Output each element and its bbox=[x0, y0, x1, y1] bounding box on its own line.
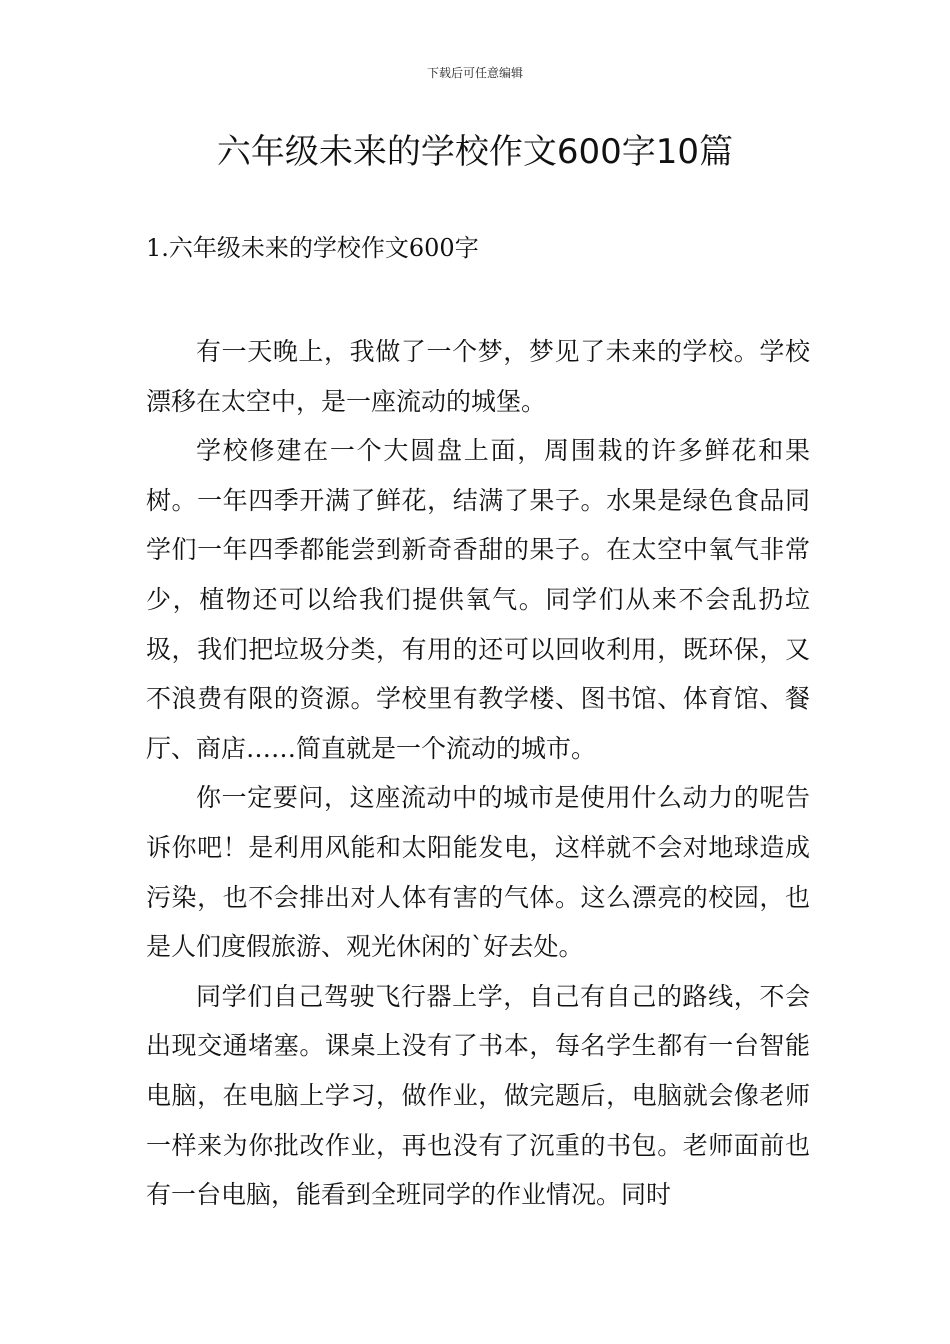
header-note: 下载后可任意编辑 bbox=[426, 66, 523, 80]
paragraph-3: 你一定要问，这座流动中的城市是使用什么动力的呢告诉你吧！是利用风能和太阳能发电，这样就不会对地球造成污染，也不会排出对人体有害的气体。这么漂亮的校园，也是人们度假旅游、观光休闲的`好去处。 bbox=[146, 783, 810, 962]
paragraph-4: 同学们自己驾驶飞行器上学，自己有自己的路线，不会出现交通堵塞。课桌上没有了书本，每名学生都有一台智能电脑，在电脑上学习，做作业，做完题后，电脑就会像老师一样来为你批改作业，再也没有了沉重的书包。老师面前也有一台电脑，能看到全班同学的作业情况。同时 bbox=[146, 981, 810, 1210]
document-title: 六年级未来的学校作文600字10篇 bbox=[216, 132, 734, 172]
paragraph-1: 有一天晚上，我做了一个梦，梦见了未来的学校。学校漂移在太空中，是一座流动的城堡。 bbox=[146, 337, 810, 416]
section-heading: 1.六年级未来的学校作文600字 bbox=[146, 234, 479, 262]
essay-body bbox=[146, 327, 810, 1220]
paragraph-2: 学校修建在一个大圆盘上面，周围栽的许多鲜花和果树。一年四季开满了鲜花，结满了果子。水果是绿色食品同学们一年四季都能尝到新奇香甜的果子。在太空中氧气非常少，植物还可以给我们提供氧气。同学们从来不会乱扔垃圾，我们把垃圾分类，有用的还可以回收利用，既环保，又不浪费有限的资源。学校里有教学楼、图书馆、体育馆、餐厅、商店……简直就是一个流动的城市。 bbox=[146, 436, 810, 763]
